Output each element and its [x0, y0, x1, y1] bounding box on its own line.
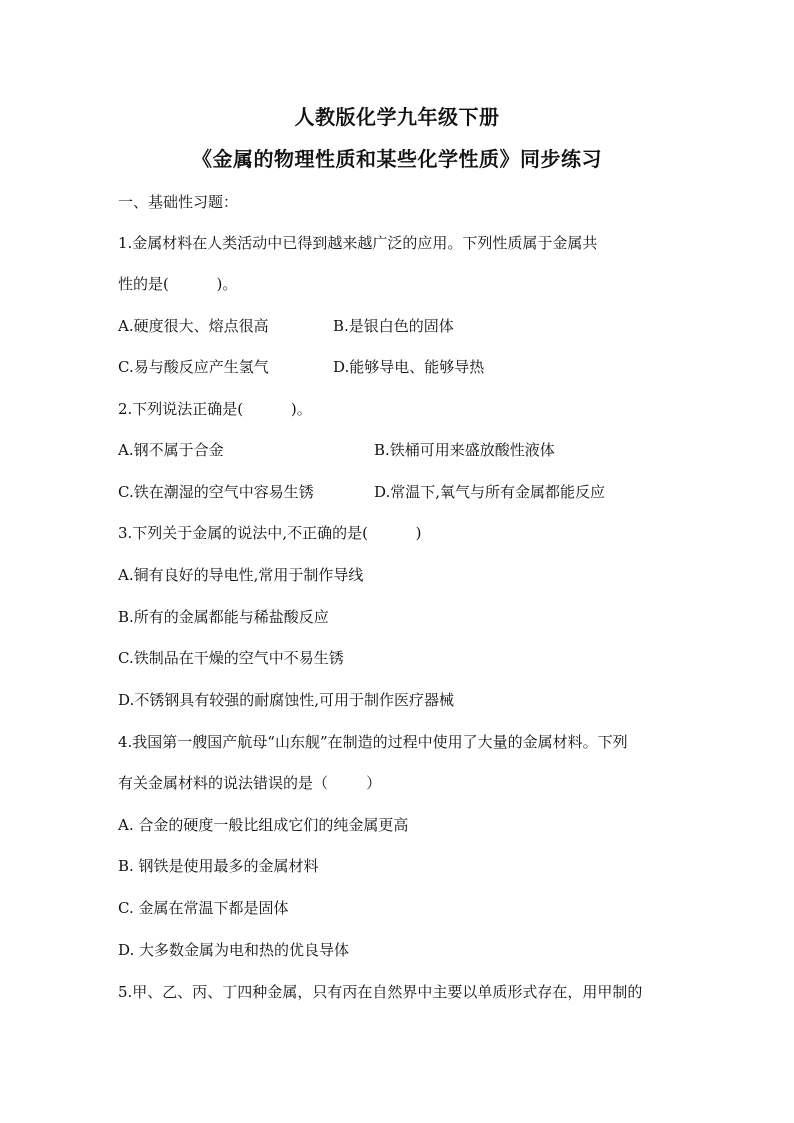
q2-option-d: D.常温下,氧气与所有金属都能反应 [374, 483, 606, 501]
q3-stem: 3.下列关于金属的说法中,不正确的是( ) [118, 524, 422, 542]
q2-option-a: A.钢不属于合金 [118, 441, 224, 459]
q5-stem-line1: 5.甲、乙、丙、丁四种金属，只有丙在自然界中主要以单质形式存在，用甲制的 [118, 983, 643, 1001]
title-line-1: 人教版化学九年级下册 [294, 105, 500, 129]
q4-stem-line2: 有关金属材料的说法错误的是（ ） [118, 774, 382, 792]
q1-option-d: D.能够导电、能够导热 [333, 358, 485, 376]
q4-stem-line1: 4.我国第一艘国产航母“山东舰”在制造的过程中使用了大量的金属材料。下列 [118, 733, 628, 751]
q1-option-a: A.硬度很大、熔点很高 [118, 317, 269, 335]
q3-option-d: D.不锈钢具有较强的耐腐蚀性,可用于制作医疗器械 [118, 691, 455, 709]
q4-option-b: B. 钢铁是使用最多的金属材料 [118, 857, 319, 875]
q1-option-c: C.易与酸反应产生氢气 [118, 358, 269, 376]
q4-option-c: C. 金属在常温下都是固体 [118, 899, 289, 917]
q4-option-d: D. 大多数金属为电和热的优良导体 [118, 941, 350, 959]
q2-option-c: C.铁在潮湿的空气中容易生锈 [118, 483, 314, 501]
q2-stem: 2.下列说法正确是( )。 [118, 400, 312, 418]
q3-option-b: B.所有的金属都能与稀盐酸反应 [118, 608, 329, 626]
q1-stem-line2: 性的是( )。 [118, 275, 238, 293]
q4-option-a: A. 合金的硬度一般比组成它们的纯金属更高 [118, 816, 409, 834]
q3-option-a: A.铜有良好的导电性,常用于制作导线 [118, 566, 364, 584]
section-heading: 一、基础性习题： [118, 193, 239, 211]
title-line-2: 《金属的物理性质和某些化学性质》同步练习 [192, 147, 602, 171]
q1-stem-line1: 1.金属材料在人类活动中已得到越来越广泛的应用。下列性质属于金属共 [118, 234, 598, 252]
q2-option-b: B.铁桶可用来盛放酸性液体 [374, 441, 555, 459]
q3-option-c: C.铁制品在干燥的空气中不易生锈 [118, 649, 344, 667]
q1-option-b: B.是银白色的固体 [333, 317, 454, 335]
